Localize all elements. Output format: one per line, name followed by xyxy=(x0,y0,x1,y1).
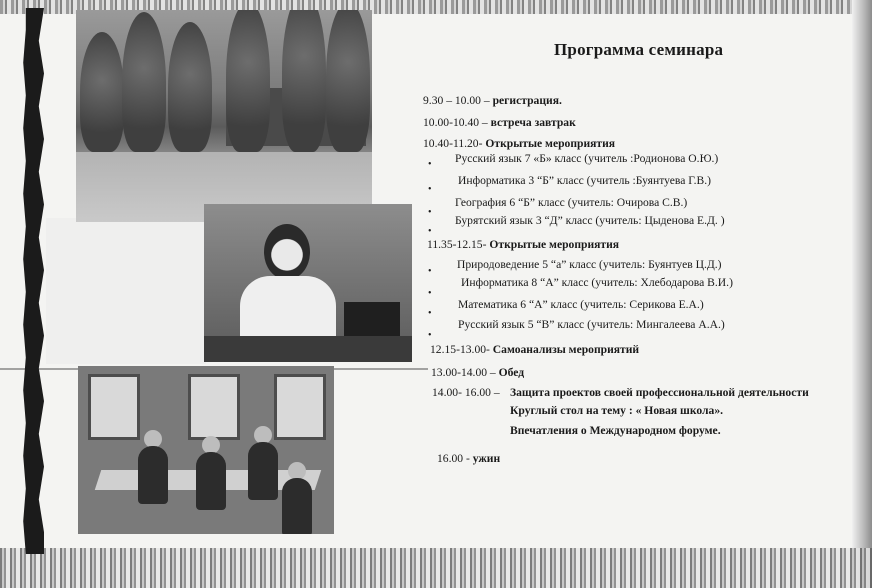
lesson-item: Бурятский язык 3 “Д” класс (учитель: Цыденова Е.Д. ) xyxy=(455,214,725,227)
lesson-item: Русский язык 5 “В” класс (учитель: Мингалеева А.А.) xyxy=(458,318,725,331)
pupil xyxy=(282,478,312,534)
schedule-row: 14.00- 16.00 –Защита проектов своей профессиональной деятельности xyxy=(432,386,809,399)
lesson-item: География 6 “Б” класс (учитель: Очирова С.В.) xyxy=(455,196,688,209)
lesson-item: Русский язык 7 «Б» класс (учитель :Родионова О.Ю.) xyxy=(455,152,719,165)
bullet-icon: • xyxy=(428,184,432,195)
teacher-photo xyxy=(204,204,412,362)
tree xyxy=(282,10,326,152)
afternoon-item: Круглый стол на тему : « Новая школа». xyxy=(510,404,724,417)
bullet-icon: • xyxy=(428,308,432,319)
teacher-head xyxy=(264,224,310,280)
lesson-item: Информатика 3 “Б” класс (учитель :Буянтуева Г.В.) xyxy=(458,174,712,187)
bullet-icon: • xyxy=(428,330,432,341)
page-title: Программа семинара xyxy=(554,40,724,59)
bullet-icon: • xyxy=(428,288,432,299)
tree xyxy=(226,10,270,152)
pupil xyxy=(248,442,278,500)
schedule-row: 16.00 - ужин xyxy=(437,452,501,465)
bullet-icon: • xyxy=(428,159,432,170)
schedule-row: 9.30 – 10.00 – регистрация. xyxy=(423,94,562,107)
bullet-icon: • xyxy=(428,226,432,237)
tree xyxy=(80,32,124,152)
faded-print-area xyxy=(46,218,206,364)
tree xyxy=(168,22,212,152)
tree xyxy=(326,10,370,152)
scan-edge-right xyxy=(852,0,872,588)
tree xyxy=(122,12,166,152)
school-building-photo xyxy=(76,10,372,222)
schedule-row: 12.15-13.00- Самоанализы мероприятий xyxy=(430,343,640,356)
pupil xyxy=(138,446,168,504)
bullet-icon: • xyxy=(428,207,432,218)
window xyxy=(274,374,326,440)
bullet-icon: • xyxy=(428,266,432,277)
decorative-spine xyxy=(18,8,44,554)
lesson-item: Математика 6 “А” класс (учитель: Серикова Е.А.) xyxy=(458,298,704,311)
lesson-item: Информатика 8 “А” класс (учитель: Хлебодарова В.И.) xyxy=(461,276,733,289)
window xyxy=(188,374,240,440)
schedule-row: 13.00-14.00 – Обед xyxy=(431,366,525,379)
classroom-photo xyxy=(78,366,334,534)
afternoon-item: Впечатления о Международном форуме. xyxy=(510,424,721,437)
pupil xyxy=(196,452,226,510)
schedule-row: 10.40-11.20- Открытые мероприятия xyxy=(423,137,616,150)
scan-edge-bottom xyxy=(0,548,872,588)
window xyxy=(88,374,140,440)
schedule-row: 11.35-12.15- Открытые мероприятия xyxy=(427,238,620,251)
schedule-row: 10.00-10.40 – встреча завтрак xyxy=(423,116,576,129)
desk xyxy=(204,336,412,362)
lesson-item: Природоведение 5 “а” класс (учитель: Буянтуев Ц.Д.) xyxy=(457,258,722,271)
